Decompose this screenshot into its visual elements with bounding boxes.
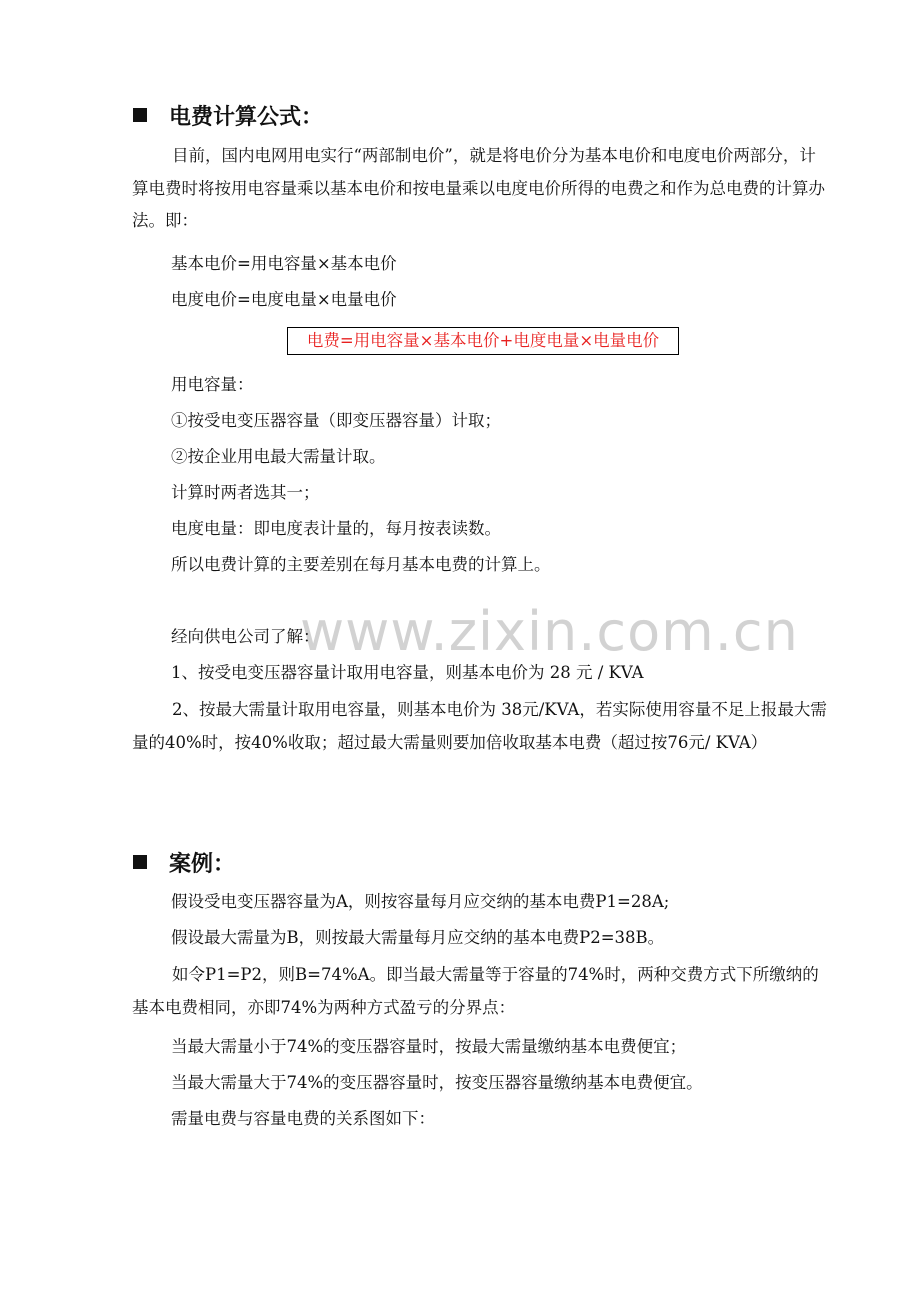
total-fee-formula-box: 电费=用电容量×基本电价+电度电量×电量电价 [287,327,679,355]
case-line-4: 当最大需量小于74%的变压器容量时，按最大需量缴纳基本电费便宜； [171,1037,687,1056]
case-line-6: 需量电费与容量电费的关系图如下： [171,1109,435,1128]
intro-paragraph [132,140,832,238]
case-line-2: 假设最大需量为B，则按最大需量每月应交纳的基本电费P2=38B。 [171,928,665,947]
square-bullet-icon [133,108,147,122]
heading-text: 电费计算公式： [169,105,324,130]
heading-text: 案例： [169,852,236,877]
capacity-option-1: ①按受电变压器容量（即变压器容量）计取； [171,411,501,430]
square-bullet-icon [133,855,147,869]
section-heading-case [133,847,235,878]
case-line-5: 当最大需量大于74%的变压器容量时，按变压器容量缴纳基本电费便宜。 [171,1073,703,1092]
choose-one-note: 计算时两者选其一； [171,483,320,502]
watermark: www.zixin.com.cn [300,600,799,663]
case-line-1: 假设受电变压器容量为A，则按容量每月应交纳的基本电费P1=28A; [171,892,670,911]
intro-text: 目前，国内电网用电实行“两部制电价”，就是将电价分为基本电价和电度电价两部分，计算电费时将按用电容量乘以基本电价和按电量乘以电度电价所得的电费之和作为总电费的计算办法。即： [132,146,825,231]
basic-price-formula: 基本电价=用电容量×基本电价 [171,254,397,273]
degree-price-formula: 电度电价=电度电量×电量电价 [171,290,397,309]
capacity-option-2: ②按企业用电最大需量计取。 [171,447,386,466]
item-2-paragraph [132,694,832,759]
degree-quantity-note: 电度电量：即电度表计量的，每月按表读数。 [171,519,501,538]
item-1: 1、按受电变压器容量计取用电容量，则基本电价为 28 元 / KVA [171,663,644,682]
case-paragraph-3-text: 如令P1=P2，则B=74%A。即当最大需量等于容量的74%时，两种交费方式下所缴纳的基本电费相同，亦即74%为两种方式盈亏的分界点： [132,965,819,1017]
learned-label: 经向供电公司了解： [171,627,320,646]
capacity-label: 用电容量： [171,375,254,394]
item-2-text: 2、按最大需量计取用电容量，则基本电价为 38元/KVA，若实际使用容量不足上报最大需量的40%时，按40%收取；超过最大需量则要加倍收取基本电费（超过按76元/ KVA） [132,700,827,752]
case-paragraph-3 [132,959,832,1024]
main-difference-note: 所以电费计算的主要差别在每月基本电费的计算上。 [171,555,551,574]
section-heading-formula [133,100,323,131]
